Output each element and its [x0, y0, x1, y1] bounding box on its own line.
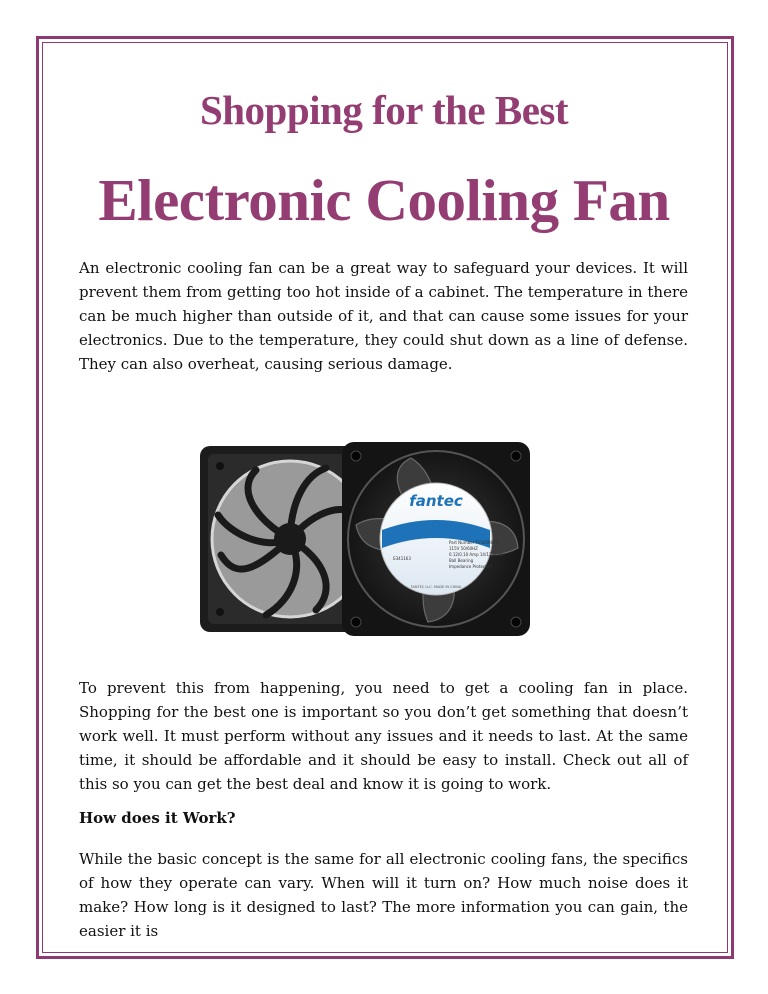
svg-text:Ball Bearing: Ball Bearing — [449, 558, 474, 563]
paragraph-intro: An electronic cooling fan can be a great way to safeguard your devices. It will prevent them from getting too hot inside of a cabinet. The temperature in there can be much higher than outside of it, and that can cause some issues for your electronics. Due to the temperature, they could shut down as a line of defense. They can also overheat, causing serious damage. — [79, 259, 688, 373]
section-heading: How does it Work? — [79, 809, 236, 827]
paragraph-prevention: To prevent this from happening, you need to get a cooling fan in place. Shopping for the best one is important so you don’t get something that doesn’t work well. It must perform without any issues and it needs to last. At the same time, it should be affordable and it should be easy to install. Check out all of this so you can get the best deal and know it is going to work. — [79, 679, 688, 793]
cooling-fan-image — [196, 440, 532, 638]
svg-text:E341163: E341163 — [393, 556, 411, 561]
paragraph-how-it-works: While the basic concept is the same for all electronic cooling fans, the specifics of how they operate can vary. When will it turn on? How much noise does it make? How long is it designed to last? The more information you can gain, the easier it is — [79, 850, 688, 940]
cooling-fan-icon — [196, 440, 532, 638]
title-line-2: Electronic Cooling Fan — [98, 167, 670, 233]
svg-text:Impedance Protected: Impedance Protected — [449, 564, 492, 569]
svg-text:FANTEC LLC. MADE IN CHINA: FANTEC LLC. MADE IN CHINA — [410, 585, 462, 589]
svg-text:Part Number F1505081H: Part Number F1505081H — [449, 540, 499, 545]
svg-text:115V 50/60HZ: 115V 50/60HZ — [449, 546, 478, 551]
svg-text:0.12/0.10 Amp 14/12 Watts: 0.12/0.10 Amp 14/12 Watts — [449, 552, 505, 557]
fan-brand-text: fantec — [409, 492, 463, 510]
title-line-1: Shopping for the Best — [199, 87, 569, 133]
fan-body-icon — [342, 442, 530, 636]
